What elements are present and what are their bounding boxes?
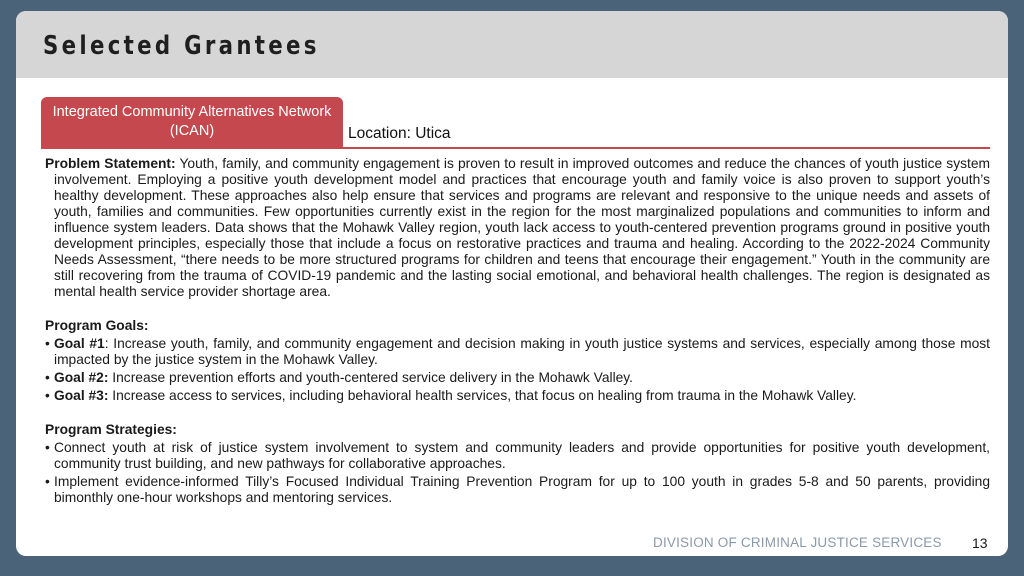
location-label: Location: Utica	[348, 125, 451, 142]
goal-item	[45, 336, 990, 368]
bullet-icon: •	[45, 388, 50, 403]
goal-text: Increase access to services, including behavioral health services, that focus on healing from trauma in the Mohawk Valley.	[108, 388, 857, 403]
problem-statement-label: Problem Statement:	[45, 156, 176, 171]
slide-title: Selected Grantees	[43, 31, 320, 61]
strategy-text: Implement evidence-informed Tilly’s Focused Individual Training Prevention Program for up to 100 youth in grades 5-8 and 50 parents, providing bimonthly one-hour workshops and mentoring services.	[54, 474, 990, 505]
program-goals-heading: Program Goals:	[45, 318, 149, 333]
strategy-item	[45, 440, 990, 472]
footer-org-name: DIVISION OF CRIMINAL JUSTICE SERVICES	[653, 535, 942, 550]
goal-item	[45, 388, 990, 404]
goal-label: Goal #1	[54, 336, 105, 351]
goal-text: : Increase youth, family, and community engagement and decision making in youth justice systems and services, especially among those most impacted by the justice system in the Mohawk Valley.	[54, 336, 990, 367]
title-bar	[16, 11, 1008, 78]
bullet-icon: •	[45, 440, 50, 455]
page-number: 13	[972, 535, 988, 551]
goal-label: Goal #3:	[54, 388, 109, 403]
strategy-text: Connect youth at risk of justice system involvement to system and community leaders and provide opportunities for positive youth development, community trust building, and new pathways for collaborative approaches.	[54, 440, 990, 471]
strategy-item	[45, 474, 990, 506]
grantee-name-tab: Integrated Community Alternatives Network (ICAN)	[41, 97, 343, 147]
goal-item	[45, 370, 990, 386]
problem-statement-text: Youth, family, and community engagement is proven to result in improved outcomes and reduce the chances of youth justice system involvement. Employing a positive youth development model and practices that encourage youth and family voice is also proven to support youth’s healthy development. These approaches also help ensure that services and programs are relevant and responsive to the unique needs and assets of youth, families and communities. Few opportunities currently exist in the region for the most marginalized populations and communities to inform and influence system leaders. Data shows that the Mohawk Valley region, youth lack access to youth-centered prevention programs ground in positive youth development principles, especially those that include a focus on restorative practices and trauma and healing. According to the 2022-2024 Community Needs Assessment, “there needs to be more structured programs for children and teens that encourage their engagement.” Youth in the community are still recovering from the trauma of COVID-19 pandemic and the lasting social emotional, and behavioral health challenges. The region is designated as mental health service provider shortage area.	[54, 156, 990, 299]
content-body	[45, 156, 990, 508]
bullet-icon: •	[45, 370, 50, 385]
goal-label: Goal #2:	[54, 370, 109, 385]
problem-statement	[45, 156, 990, 300]
bullet-icon: •	[45, 336, 50, 351]
tab-underline-divider	[41, 147, 990, 149]
program-strategies-heading: Program Strategies:	[45, 422, 177, 437]
bullet-icon: •	[45, 474, 50, 489]
goal-text: Increase prevention efforts and youth-centered service delivery in the Mohawk Valley.	[108, 370, 634, 385]
slide	[16, 11, 1008, 556]
